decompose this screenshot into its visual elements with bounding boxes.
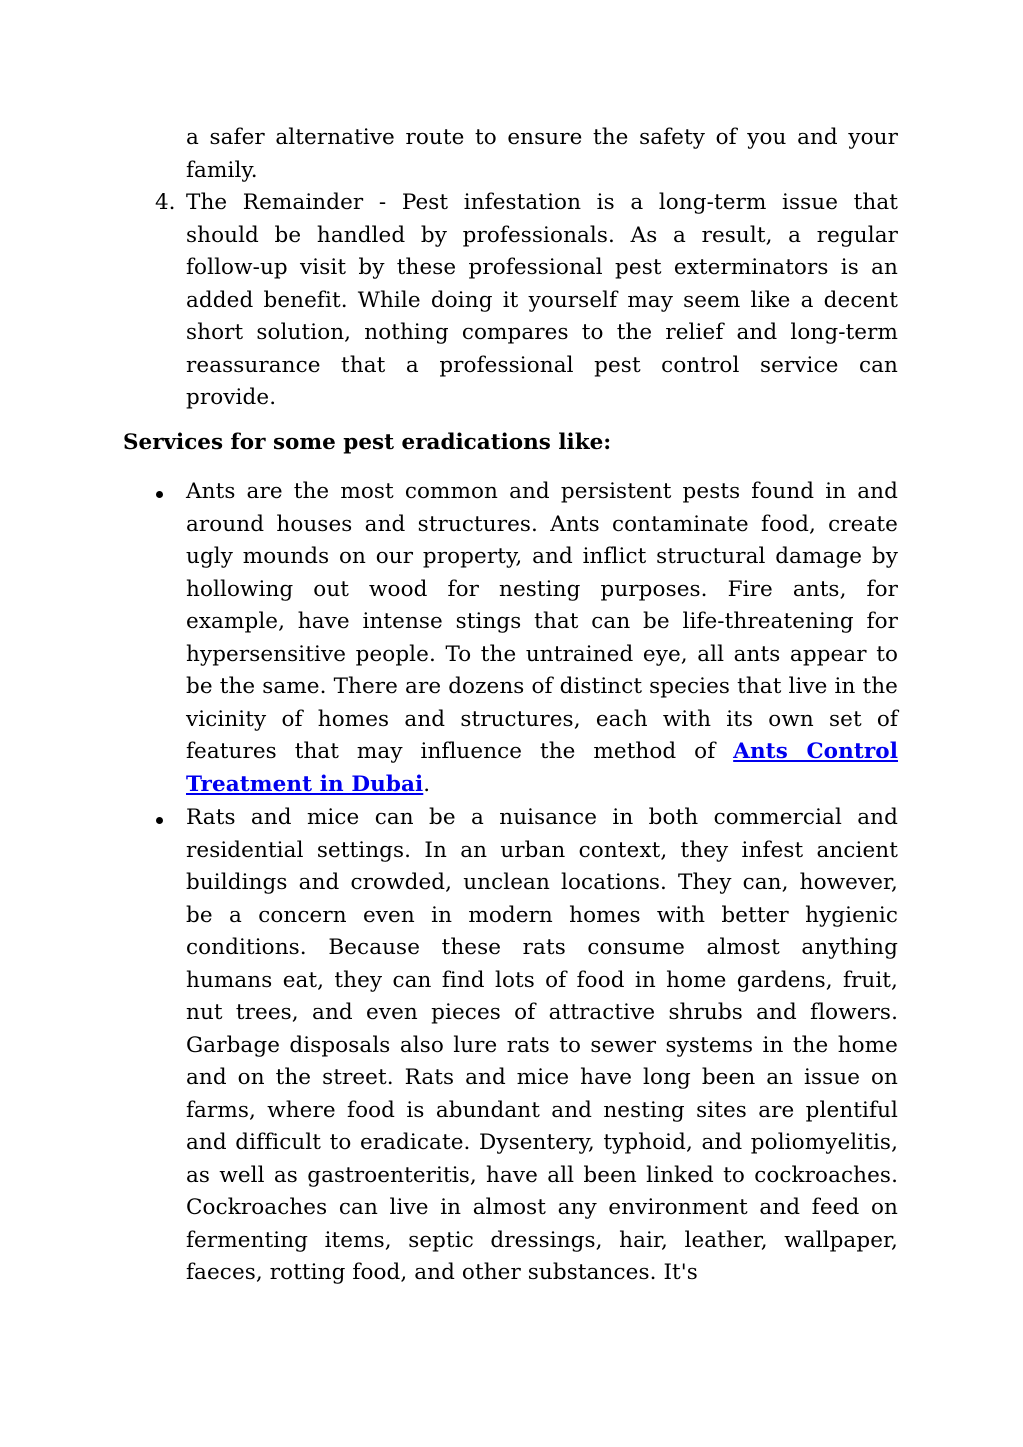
bullet-icon	[153, 813, 167, 827]
bullet-item-ants-text: Ants are the most common and persistent pests found in and around houses and structures. Ants contaminate food, create ugly mounds on our property, and inflict structural damage by hollowing out wood for nesting purposes. Fire ants, for example, have intense stings that can be life-threatening for hypersensitive people. To the untrained eye, all ants appear to be the same. There are dozens of distinct species that live in the vicinity of homes and structures, each with its own set of features that may influence the method of	[186, 479, 898, 764]
list-item-4-text: The Remainder - Pest infestation is a long-term issue that should be handled by professionals. As a result, a regular follow-up visit by these professional pest exterminators is an added benefit. While doing it yourself may seem like a decent short solution, nothing compares to the relief and long-term reassurance that a professional pest control service can provide.	[186, 190, 898, 410]
section-heading: Services for some pest eradications like:	[123, 430, 612, 455]
bullet-icon	[153, 487, 167, 501]
ants-control-link[interactable]: Ants Control Treatment in Dubai	[186, 739, 899, 797]
list-number-4: 4.	[155, 190, 176, 215]
bullet-item-ants-end: .	[423, 771, 431, 797]
bullet-item-ants	[186, 476, 898, 801]
bullet-item-rats: Rats and mice can be a nuisance in both commercial and residential settings. In an urban context, they infest ancient buildings and crowded, unclean locations. They can, however, be a concern even in modern homes with better hygienic conditions. Because these rats consume almost anything humans eat, they can find lots of food in home gardens, fruit, nut trees, and even pieces of attractive shrubs and flowers. Garbage disposals also lure rats to sewer systems in the home and on the street. Rats and mice have long been an issue on farms, where food is abundant and nesting sites are plentiful and difficult to eradicate. Dysentery, typhoid, and poliomyelitis, as well as gastroenteritis, have all been linked to cockroaches. Cockroaches can live in almost any environment and feed on fermenting items, septic dressings, hair, leather, wallpaper, faeces, rotting food, and other substances. It's	[186, 805, 898, 1285]
list-item-3-continuation: a safer alternative route to ensure the safety of you and your family.	[186, 125, 898, 183]
